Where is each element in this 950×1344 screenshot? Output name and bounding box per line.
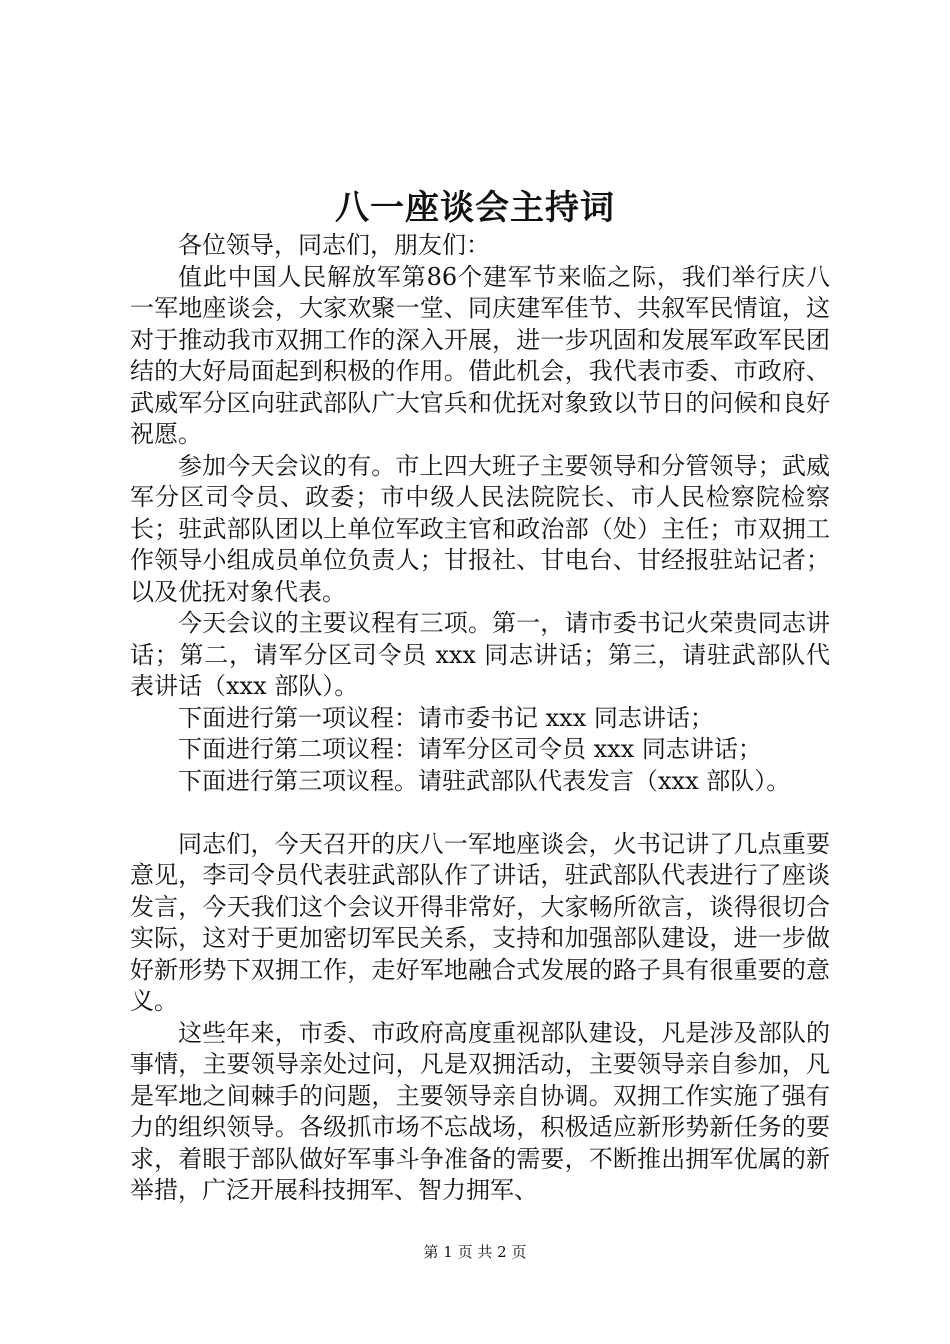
opening-paragraph: 值此中国人民解放军第86个建军节来临之际，我们举行庆八一军地座谈会，大家欢聚一堂、同庆建军佳节、共叙军民情谊，这对于推动我市双拥工作的深入开展，进一步巩固和发展军政军民团结的大好局面起到积极的作用。借此机会，我代表市委、市政府、武威军分区向驻武部队广大官兵和优抚对象致以节日的问候和良好祝愿。 [130,262,830,448]
document-body [130,230,830,1207]
attendees-paragraph: 参加今天会议的有。市上四大班子主要领导和分管领导；武威军分区司令员、政委；市中级人民法院院长、市人民检察院检察长；驻武部队团以上单位军政主官和政治部（处）主任；市双拥工作领导小组成员单位负责人；甘报社、甘电台、甘经报驻站记者；以及优抚对象代表。 [130,451,830,606]
summary-paragraph: 同志们，今天召开的庆八一军地座谈会，火书记讲了几点重要意见，李司令员代表驻武部队作了讲话，驻武部队代表进行了座谈发言，今天我们这个会议开得非常好，大家畅所欲言，谈得很切合实际，这对于更加密切军民关系，支持和加强部队建设，进一步做好新形势下双拥工作，走好军地融合式发展的路子具有很重要的意义。 [130,829,830,1015]
blank-line [130,797,830,829]
agenda-item-3: 下面进行第三项议程。请驻武部队代表发言（xxx 部队）。 [178,766,791,795]
page-footer: 第 1 页 共 2 页 [423,1243,527,1261]
salutation-paragraph: 各位领导，同志们，朋友们： [178,231,490,259]
agenda-item-2: 下面进行第二项议程：请军分区司令员 xxx 同志讲话； [178,735,762,763]
review-paragraph: 这些年来，市委、市政府高度重视部队建设，凡是涉及部队的事情，主要领导亲处过问，凡是双拥活动，主要领导亲自参加，凡是军地之间棘手的问题，主要领导亲自协调。双拥工作实施了强有力的组织领导。各级抓市场不忘战场，积极适应新形势新任务的要求，着眼于部队做好军事斗争准备的需要，不断推出拥军优属的新举措，广泛开展科技拥军、智力拥军、 [130,1018,830,1204]
agenda-paragraph: 今天会议的主要议程有三项。第一，请市委书记火荣贵同志讲话；第二，请军分区司令员 xxx 同志讲话；第三，请驻武部队代表讲话（xxx 部队）。 [130,609,830,700]
document-title: 八一座谈会主持词 [335,188,615,228]
agenda-item-1: 下面进行第一项议程：请市委书记 xxx 同志讲话； [178,703,714,732]
